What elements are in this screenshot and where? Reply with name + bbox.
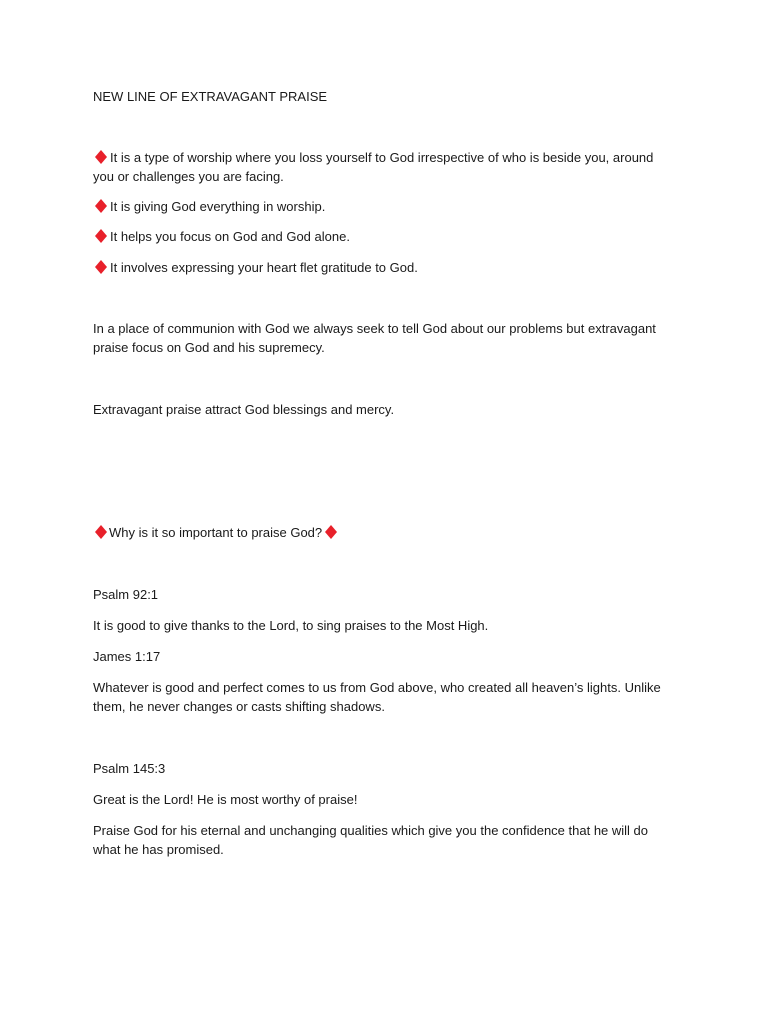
red-diamond-icon — [95, 260, 107, 274]
bullet-item — [93, 148, 673, 186]
verse-text: It is good to give thanks to the Lord, to sing praises to the Most High. — [93, 618, 489, 633]
closing-paragraph: Praise God for his eternal and unchanging qualities which give you the confidence that he will do what he has promised. — [93, 823, 649, 857]
question-heading — [93, 523, 673, 542]
red-diamond-icon — [95, 229, 107, 243]
red-diamond-icon — [95, 525, 107, 539]
verse-text: Great is the Lord! He is most worthy of praise! — [93, 792, 358, 807]
page-title: NEW LINE OF EXTRAVAGANT PRAISE — [93, 89, 328, 104]
bullet-text: It is giving God everything in worship. — [110, 199, 326, 214]
verse-text: Whatever is good and perfect comes to us from God above, who created all heaven’s lights. Unlike them, he never changes or casts shifting shadows. — [93, 680, 661, 714]
red-diamond-icon — [95, 150, 107, 164]
paragraph-blessings: Extravagant praise attract God blessings and mercy. — [93, 402, 395, 417]
verse-reference: Psalm 145:3 — [93, 761, 166, 776]
bullet-item — [93, 197, 673, 216]
paragraph-communion: In a place of communion with God we always seek to tell God about our problems but extravagant praise focus on God and his supremecy. — [93, 321, 656, 355]
bullet-item — [93, 258, 673, 277]
bullet-text: It involves expressing your heart flet gratitude to God. — [110, 260, 418, 275]
verse-reference: Psalm 92:1 — [93, 587, 159, 602]
verse-reference: James 1:17 — [93, 649, 161, 664]
question-text: Why is it so important to praise God? — [109, 525, 323, 540]
bullet-text: It is a type of worship where you loss yourself to God irrespective of who is beside you, around you or challenges you are facing. — [93, 150, 654, 184]
red-diamond-icon — [95, 199, 107, 213]
red-diamond-icon — [325, 525, 337, 539]
bullet-text: It helps you focus on God and God alone. — [110, 229, 350, 244]
bullet-item — [93, 227, 673, 246]
